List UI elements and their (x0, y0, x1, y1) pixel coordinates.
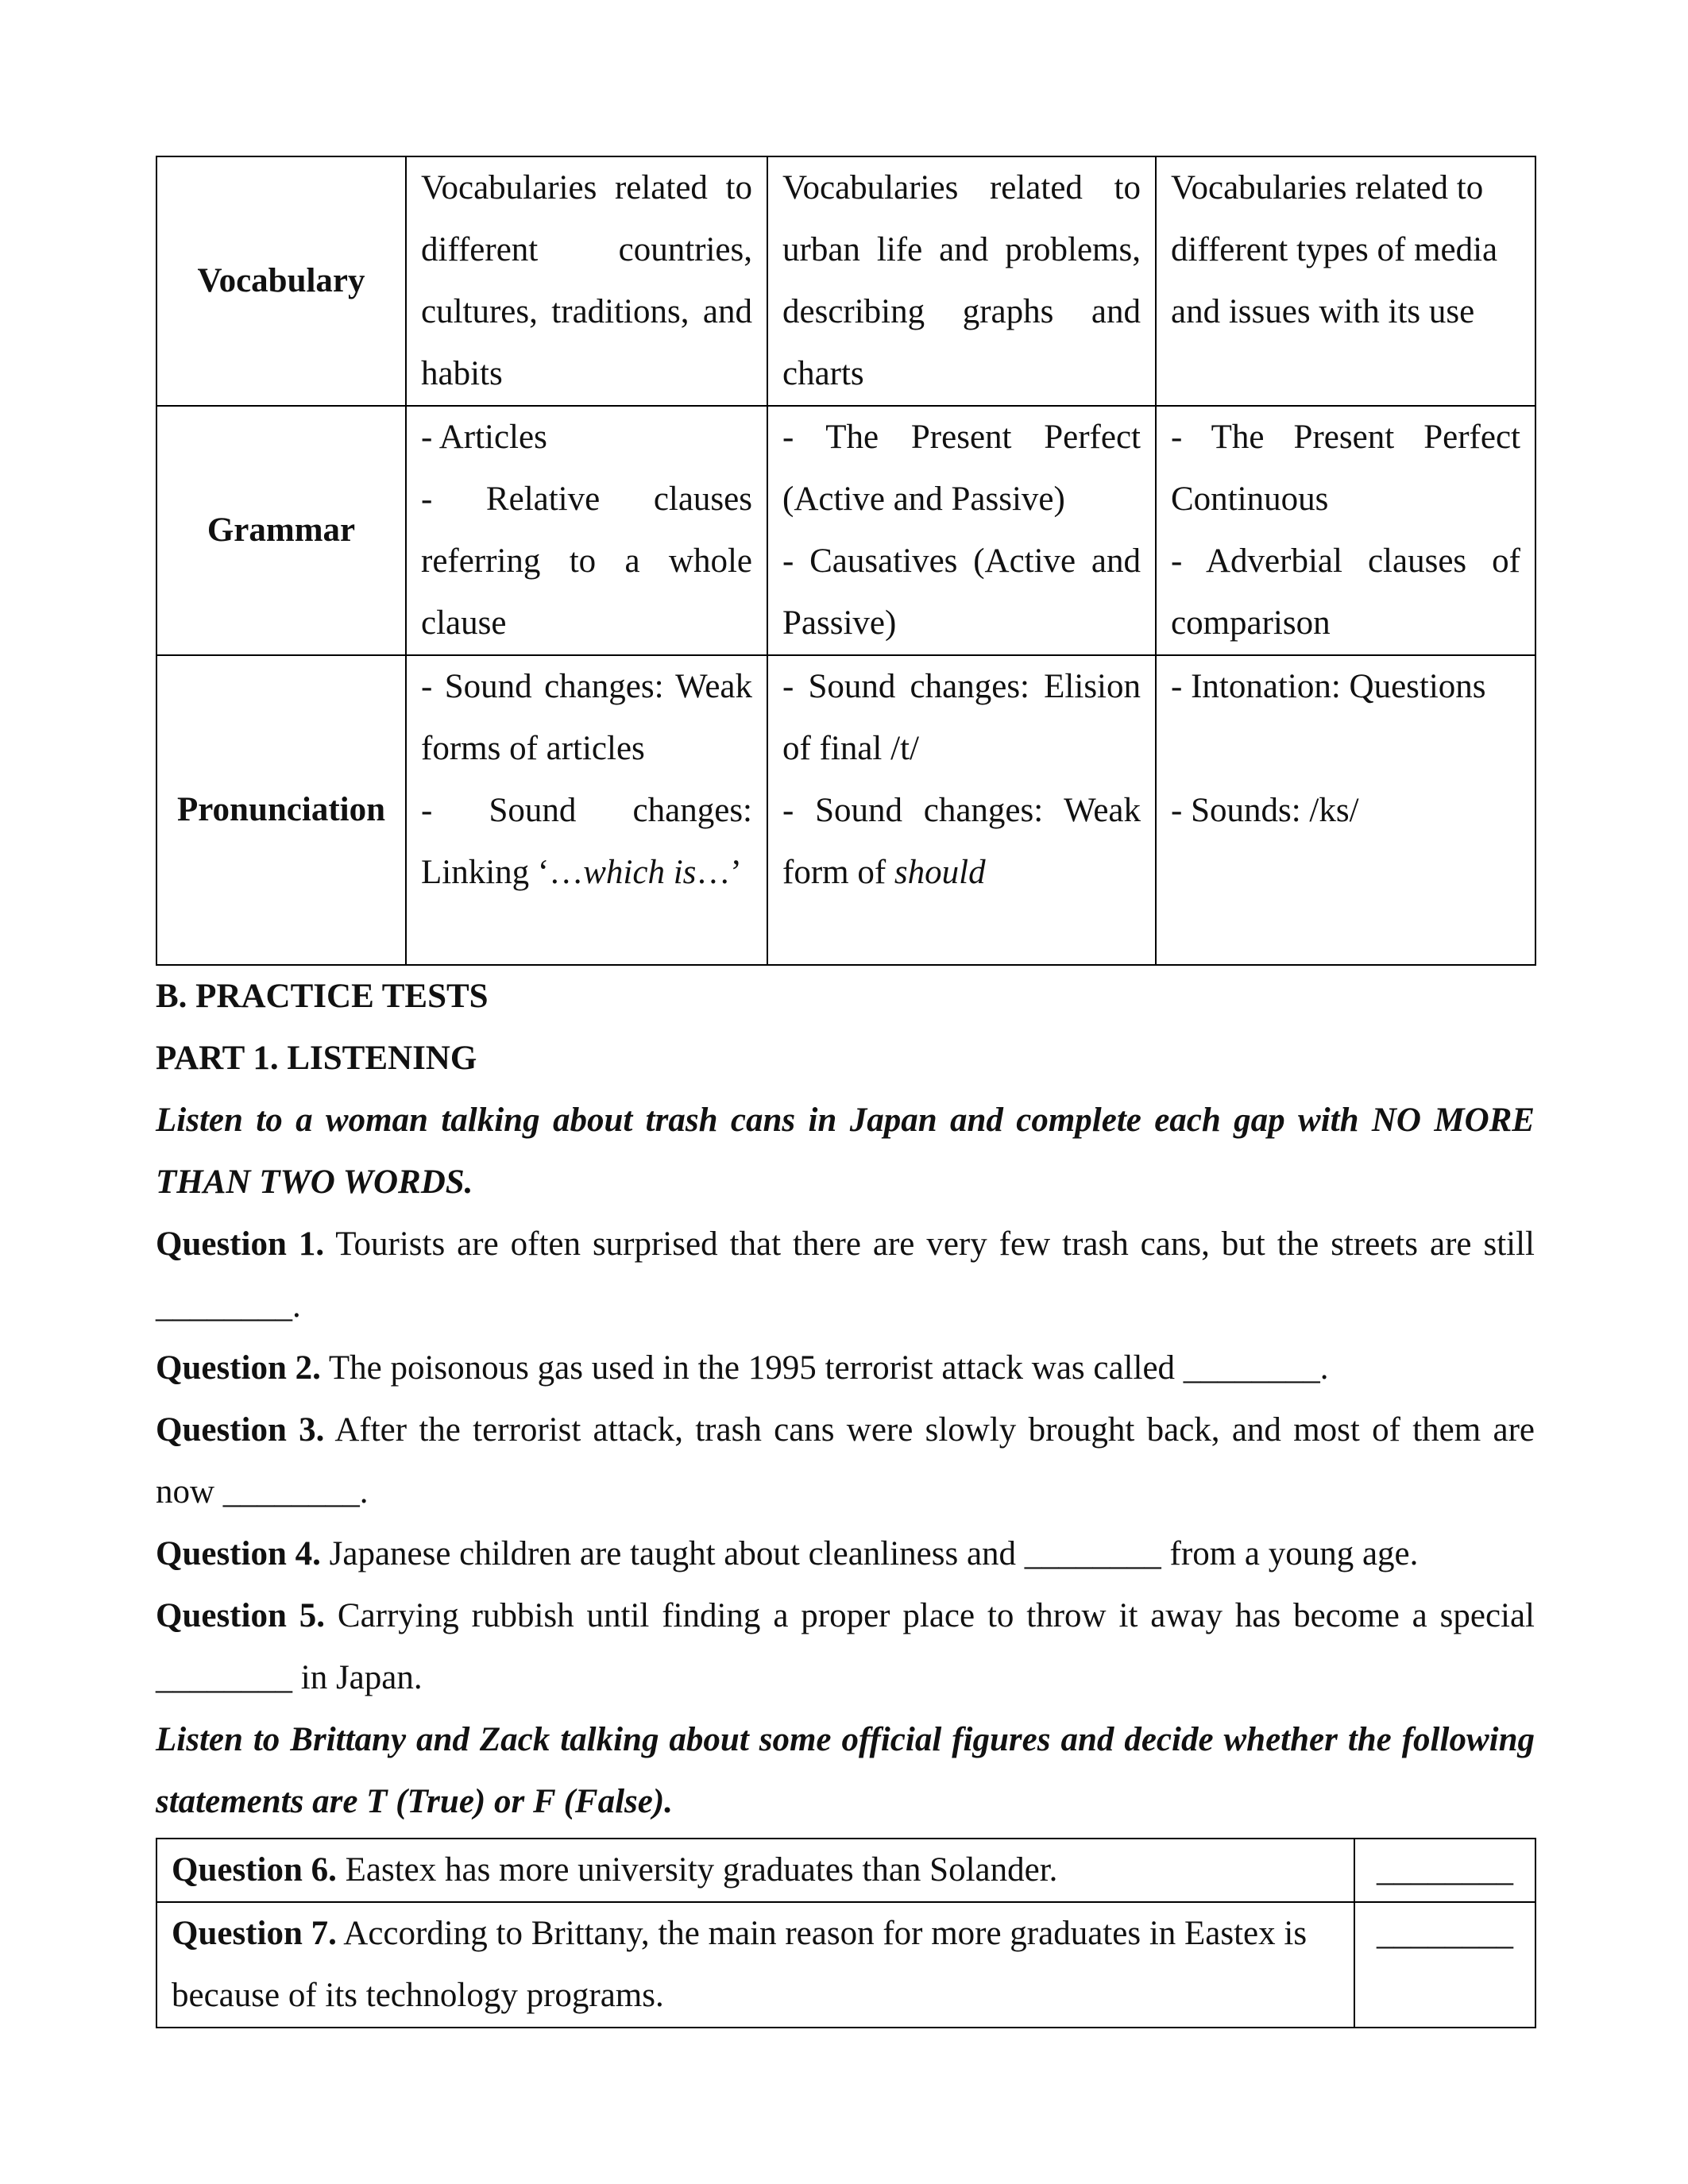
question-text: Tourists are often surprised that there are very few trash cans, but the streets are still ________. (156, 1225, 1535, 1325)
question-2 (156, 1337, 1535, 1399)
list-item (782, 780, 1141, 904)
answer-blank[interactable]: ________ (1354, 1839, 1535, 1902)
cell-unit1-pronunciation (406, 655, 767, 965)
item-italic-text: should (894, 854, 986, 891)
instruction-gap-fill: Listen to a woman talking about trash cans in Japan and complete each gap with NO MORE THAN TWO WORDS. (156, 1102, 1535, 1201)
question-6 (156, 1839, 1354, 1902)
question-7 (156, 1902, 1354, 2028)
cell-unit3-pronunciation (1156, 655, 1535, 965)
question-3 (156, 1399, 1535, 1523)
question-label: Question 3. (156, 1411, 325, 1449)
question-text: Carrying rubbish until finding a proper place to throw it away has become a special ________ in Japan. (156, 1597, 1535, 1696)
list-item: - Sound changes: Weak forms of articles (421, 668, 752, 767)
document-page (156, 156, 1535, 2028)
cell-unit3-grammar (1156, 406, 1535, 655)
question-label: Question 7. (172, 1915, 337, 1952)
table-row (156, 406, 1535, 655)
table-row (156, 655, 1535, 965)
cell-unit2-vocabulary: Vocabularies related to urban life and problems, describing graphs and charts (767, 156, 1156, 406)
table-row (156, 1839, 1535, 1902)
list-item: - Relative clauses referring to a whole clause (421, 480, 752, 642)
table-row (156, 1902, 1535, 2028)
question-text: Eastex has more university graduates than Solander. (345, 1851, 1058, 1889)
list-item: - Articles (421, 419, 547, 456)
syllabus-table (156, 156, 1536, 966)
question-1 (156, 1214, 1535, 1337)
row-label-pronunciation: Pronunciation (156, 655, 406, 965)
question-label: Question 4. (156, 1535, 321, 1572)
part-heading: PART 1. LISTENING (156, 1040, 477, 1077)
row-label-vocabulary: Vocabulary (156, 156, 406, 406)
row-label-grammar: Grammar (156, 406, 406, 655)
cell-unit1-vocabulary: Vocabularies related to different countries, cultures, traditions, and habits (406, 156, 767, 406)
item-text: - Sound changes: Linking ‘… (421, 792, 752, 891)
question-label: Question 6. (172, 1851, 337, 1889)
table-row (156, 156, 1535, 406)
question-text: After the terrorist attack, trash cans were slowly brought back, and most of them are now ________. (156, 1411, 1535, 1511)
cell-unit1-grammar (406, 406, 767, 655)
cell-unit2-grammar (767, 406, 1156, 655)
cell-unit3-vocabulary: Vocabularies related to different types of media and issues with its use (1156, 156, 1535, 406)
answer-blank[interactable]: ________ (1354, 1902, 1535, 2028)
list-item: - Causatives (Active and Passive) (782, 542, 1141, 642)
practice-section (156, 966, 1535, 2028)
list-item: - Sound changes: Elision of final /t/ (782, 668, 1141, 767)
item-italic-text: which is (583, 854, 697, 891)
item-text: - Sound changes: Weak form of (782, 792, 1141, 891)
question-5 (156, 1585, 1535, 1709)
item-text-end: …’ (696, 854, 742, 891)
question-text: Japanese children are taught about cleanliness and ________ from a young age. (329, 1535, 1419, 1572)
cell-unit2-pronunciation (767, 655, 1156, 965)
question-4 (156, 1523, 1535, 1585)
list-item: - Intonation: Questions (1171, 668, 1486, 705)
question-label: Question 2. (156, 1349, 321, 1387)
question-text: The poisonous gas used in the 1995 terrorist attack was called ________. (328, 1349, 1329, 1387)
true-false-table (156, 1838, 1536, 2028)
section-heading: B. PRACTICE TESTS (156, 978, 489, 1015)
list-item (421, 780, 752, 904)
question-text: According to Brittany, the main reason for more graduates in Eastex is because of its technology programs. (172, 1915, 1308, 2014)
question-label: Question 5. (156, 1597, 325, 1634)
question-label: Question 1. (156, 1225, 325, 1263)
list-item: - Sounds: /ks/ (1171, 792, 1359, 829)
list-item: - Adverbial clauses of comparison (1171, 542, 1520, 642)
instruction-true-false: Listen to Brittany and Zack talking about some official figures and decide whether the following statements are T (True) or F (False). (156, 1721, 1535, 1820)
list-item: - The Present Perfect Continuous (1171, 419, 1520, 518)
list-item: - The Present Perfect (Active and Passive) (782, 419, 1141, 518)
